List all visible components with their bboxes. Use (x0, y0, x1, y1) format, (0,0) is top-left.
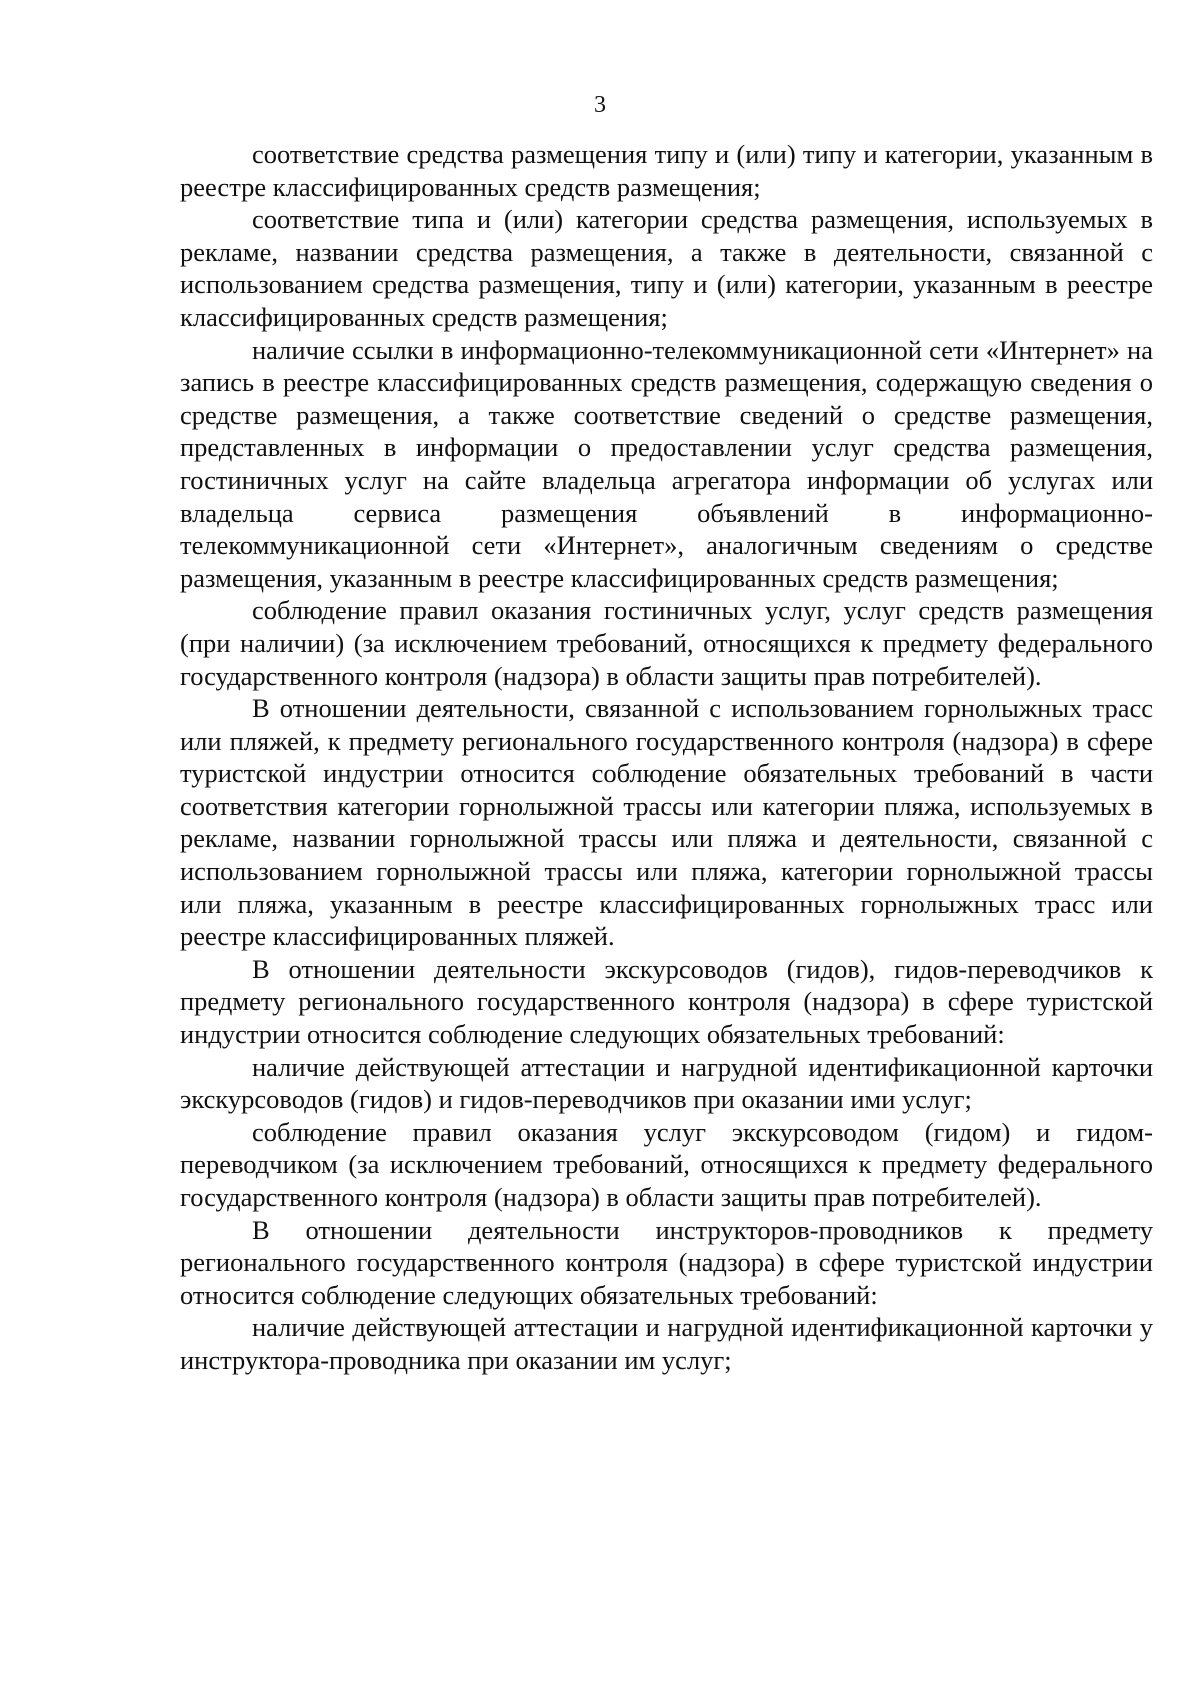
paragraph-advertising-category-compliance: соответствие типа и (или) категории средства размещения, используемых в рекламе, названии средства размещения, а также в деятельности, связанной с использованием средства размещения, типу и (или) категории, указанным в реестре классифицированных средств размещения; (180, 204, 1153, 332)
paragraph-guides-attestation: наличие действующей аттестации и нагрудной идентификационной карточки экскурсоводов (гидов) и гидов-переводчиков при оказании ими услуг; (180, 1051, 1153, 1115)
paragraph-internet-registry-link: наличие ссылки в информационно-телекоммуникационной сети «Интернет» на запись в реестре классифицированных средств размещения, содержащую сведения о средстве размещения, а также соответствие сведений о средстве размещения, представленных в информации о предоставлении услуг средства размещения, гостиничных услуг на сайте владельца агрегатора информации об услугах или владельца сервиса размещения объявлений в информационно-телекоммуникационной сети «Интернет», аналогичным сведениям о средстве размещения, указанным в реестре классифицированных средств размещения; (180, 334, 1153, 593)
paragraph-hotel-service-rules: соблюдение правил оказания гостиничных услуг, услуг средств размещения (при наличии) (за исключением требований, относящихся к предмету федерального государственного контроля (надзора) в области защиты прав потребителей). (180, 595, 1153, 691)
paragraph-accommodation-type-compliance: соответствие средства размещения типу и (или) типу и категории, указанным в реестре классифицированных средств размещения; (180, 139, 1153, 202)
paragraph-guides-requirements-intro: В отношении деятельности экскурсоводов (гидов), гидов-переводчиков к предмету регионального государственного контроля (надзора) в сфере туристской индустрии относится соблюдение следующих обязательных требований: (180, 953, 1153, 1050)
paragraph-ski-slopes-beaches: В отношении деятельности, связанной с использованием горнолыжных трасс или пляжей, к предмету регионального государственного контроля (надзора) в сфере туристской индустрии относится соблюдение обязательных требований в части соответствия категории горнолыжной трассы или категории пляжа, используемых в рекламе, названии горнолыжной трассы или пляжа и деятельности, связанной с использованием горнолыжной трассы или пляжа, категории горнолыжной трассы или пляжа, указанным в реестре классифицированных горнолыжных трасс или реестре классифицированных пляжей. (180, 693, 1153, 952)
paragraph-instructors-attestation: наличие действующей аттестации и нагрудной идентификационной карточки у инструктора-проводника при оказании им услуг; (180, 1312, 1153, 1375)
document-body (180, 138, 1153, 1377)
page-number: 3 (594, 92, 606, 118)
paragraph-instructors-requirements-intro: В отношении деятельности инструкторов-проводников к предмету регионального государственного контроля (надзора) в сфере туристской индустрии относится соблюдение следующих обязательных требований: (180, 1214, 1153, 1310)
paragraph-guides-service-rules: соблюдение правил оказания услуг экскурсоводом (гидом) и гидом-переводчиком (за исключением требований, относящихся к предмету федерального государственного контроля (надзора) в области защиты прав потребителей). (180, 1116, 1153, 1212)
